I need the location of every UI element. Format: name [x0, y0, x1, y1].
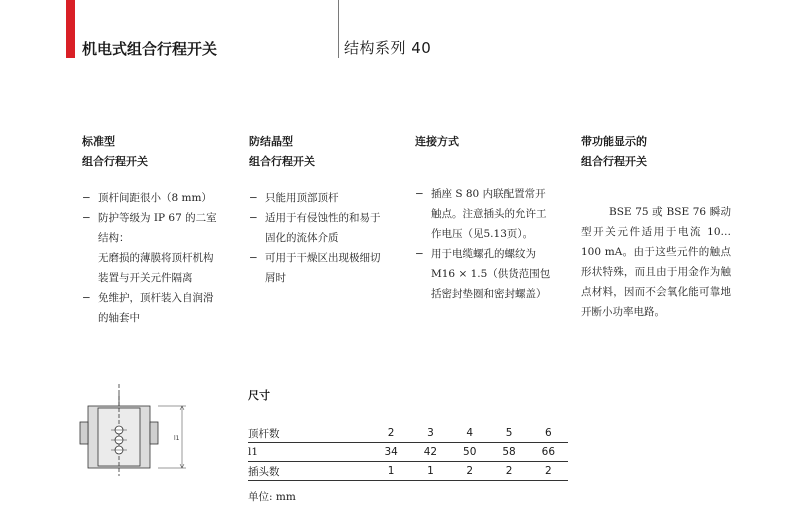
column-anti-crystal — [249, 132, 399, 288]
series-title: 结构系列 40 — [344, 39, 432, 57]
list-item: − 顶杆间距很小（8 mm） — [82, 192, 212, 204]
description-paragraph: BSE 75 或 BSE 76 瞬动型开关元件适用于电流 10…100 mA。由于这些元件的触点形状特殊，而且由于用金作为触点材料，因而不会氧化能可靠地开断小功率电路。 — [581, 206, 731, 318]
list-item: − 防护等级为 IP 67 的二室 结构： — [82, 212, 217, 244]
column-connection — [415, 132, 565, 304]
column-body — [581, 202, 731, 322]
dimensions-heading: 尺寸 — [248, 389, 270, 402]
column-body — [82, 188, 232, 328]
list-item: − 只能用顶部顶杆 — [249, 192, 339, 204]
list-item: − 免维护，顶杆装入自润滑 的轴套中 — [82, 292, 214, 324]
list-item: − 插座 S 80 内联配置常开 触点。注意插头的允许工 作电压（见5.13页）。 — [415, 188, 547, 240]
column-heading: 标准型 组合行程开关 — [82, 135, 148, 168]
column-body — [249, 188, 399, 288]
list-item: − 适用于有侵蚀性的和易于 固化的流体介质 — [249, 212, 381, 244]
header-divider — [338, 0, 339, 58]
table-row: 顶杆数 2 3 4 5 6 — [248, 424, 568, 443]
column-body — [415, 184, 565, 304]
column-heading: 带功能显示的 组合行程开关 — [581, 135, 647, 168]
column-function-display — [581, 132, 731, 322]
table-row: 插头数 1 1 2 2 2 — [248, 462, 568, 481]
column-standard — [82, 132, 232, 328]
page-title: 机电式组合行程开关 — [82, 40, 218, 58]
table-row: l1 34 42 50 58 66 — [248, 443, 568, 462]
dimensions-table — [248, 424, 568, 481]
red-accent-bar — [66, 0, 75, 58]
left-flange — [80, 422, 88, 444]
unit-note: 单位: mm — [248, 491, 296, 503]
dimension-label: l1 — [174, 435, 180, 442]
column-heading: 连接方式 — [415, 135, 459, 148]
list-item: − 可用于干燥区出现极细切 屑时 — [249, 252, 381, 284]
list-item: − 用于电缆螺孔的螺纹为 M16 × 1.5（供货范围包 括密封垫圈和密封螺盖） — [415, 248, 551, 300]
list-item: 无磨损的薄膜将顶杆机构 装置与开关元件隔离 — [98, 252, 214, 284]
switch-drawing — [70, 380, 195, 480]
column-heading: 防结晶型 组合行程开关 — [249, 135, 315, 168]
right-flange — [150, 422, 158, 444]
